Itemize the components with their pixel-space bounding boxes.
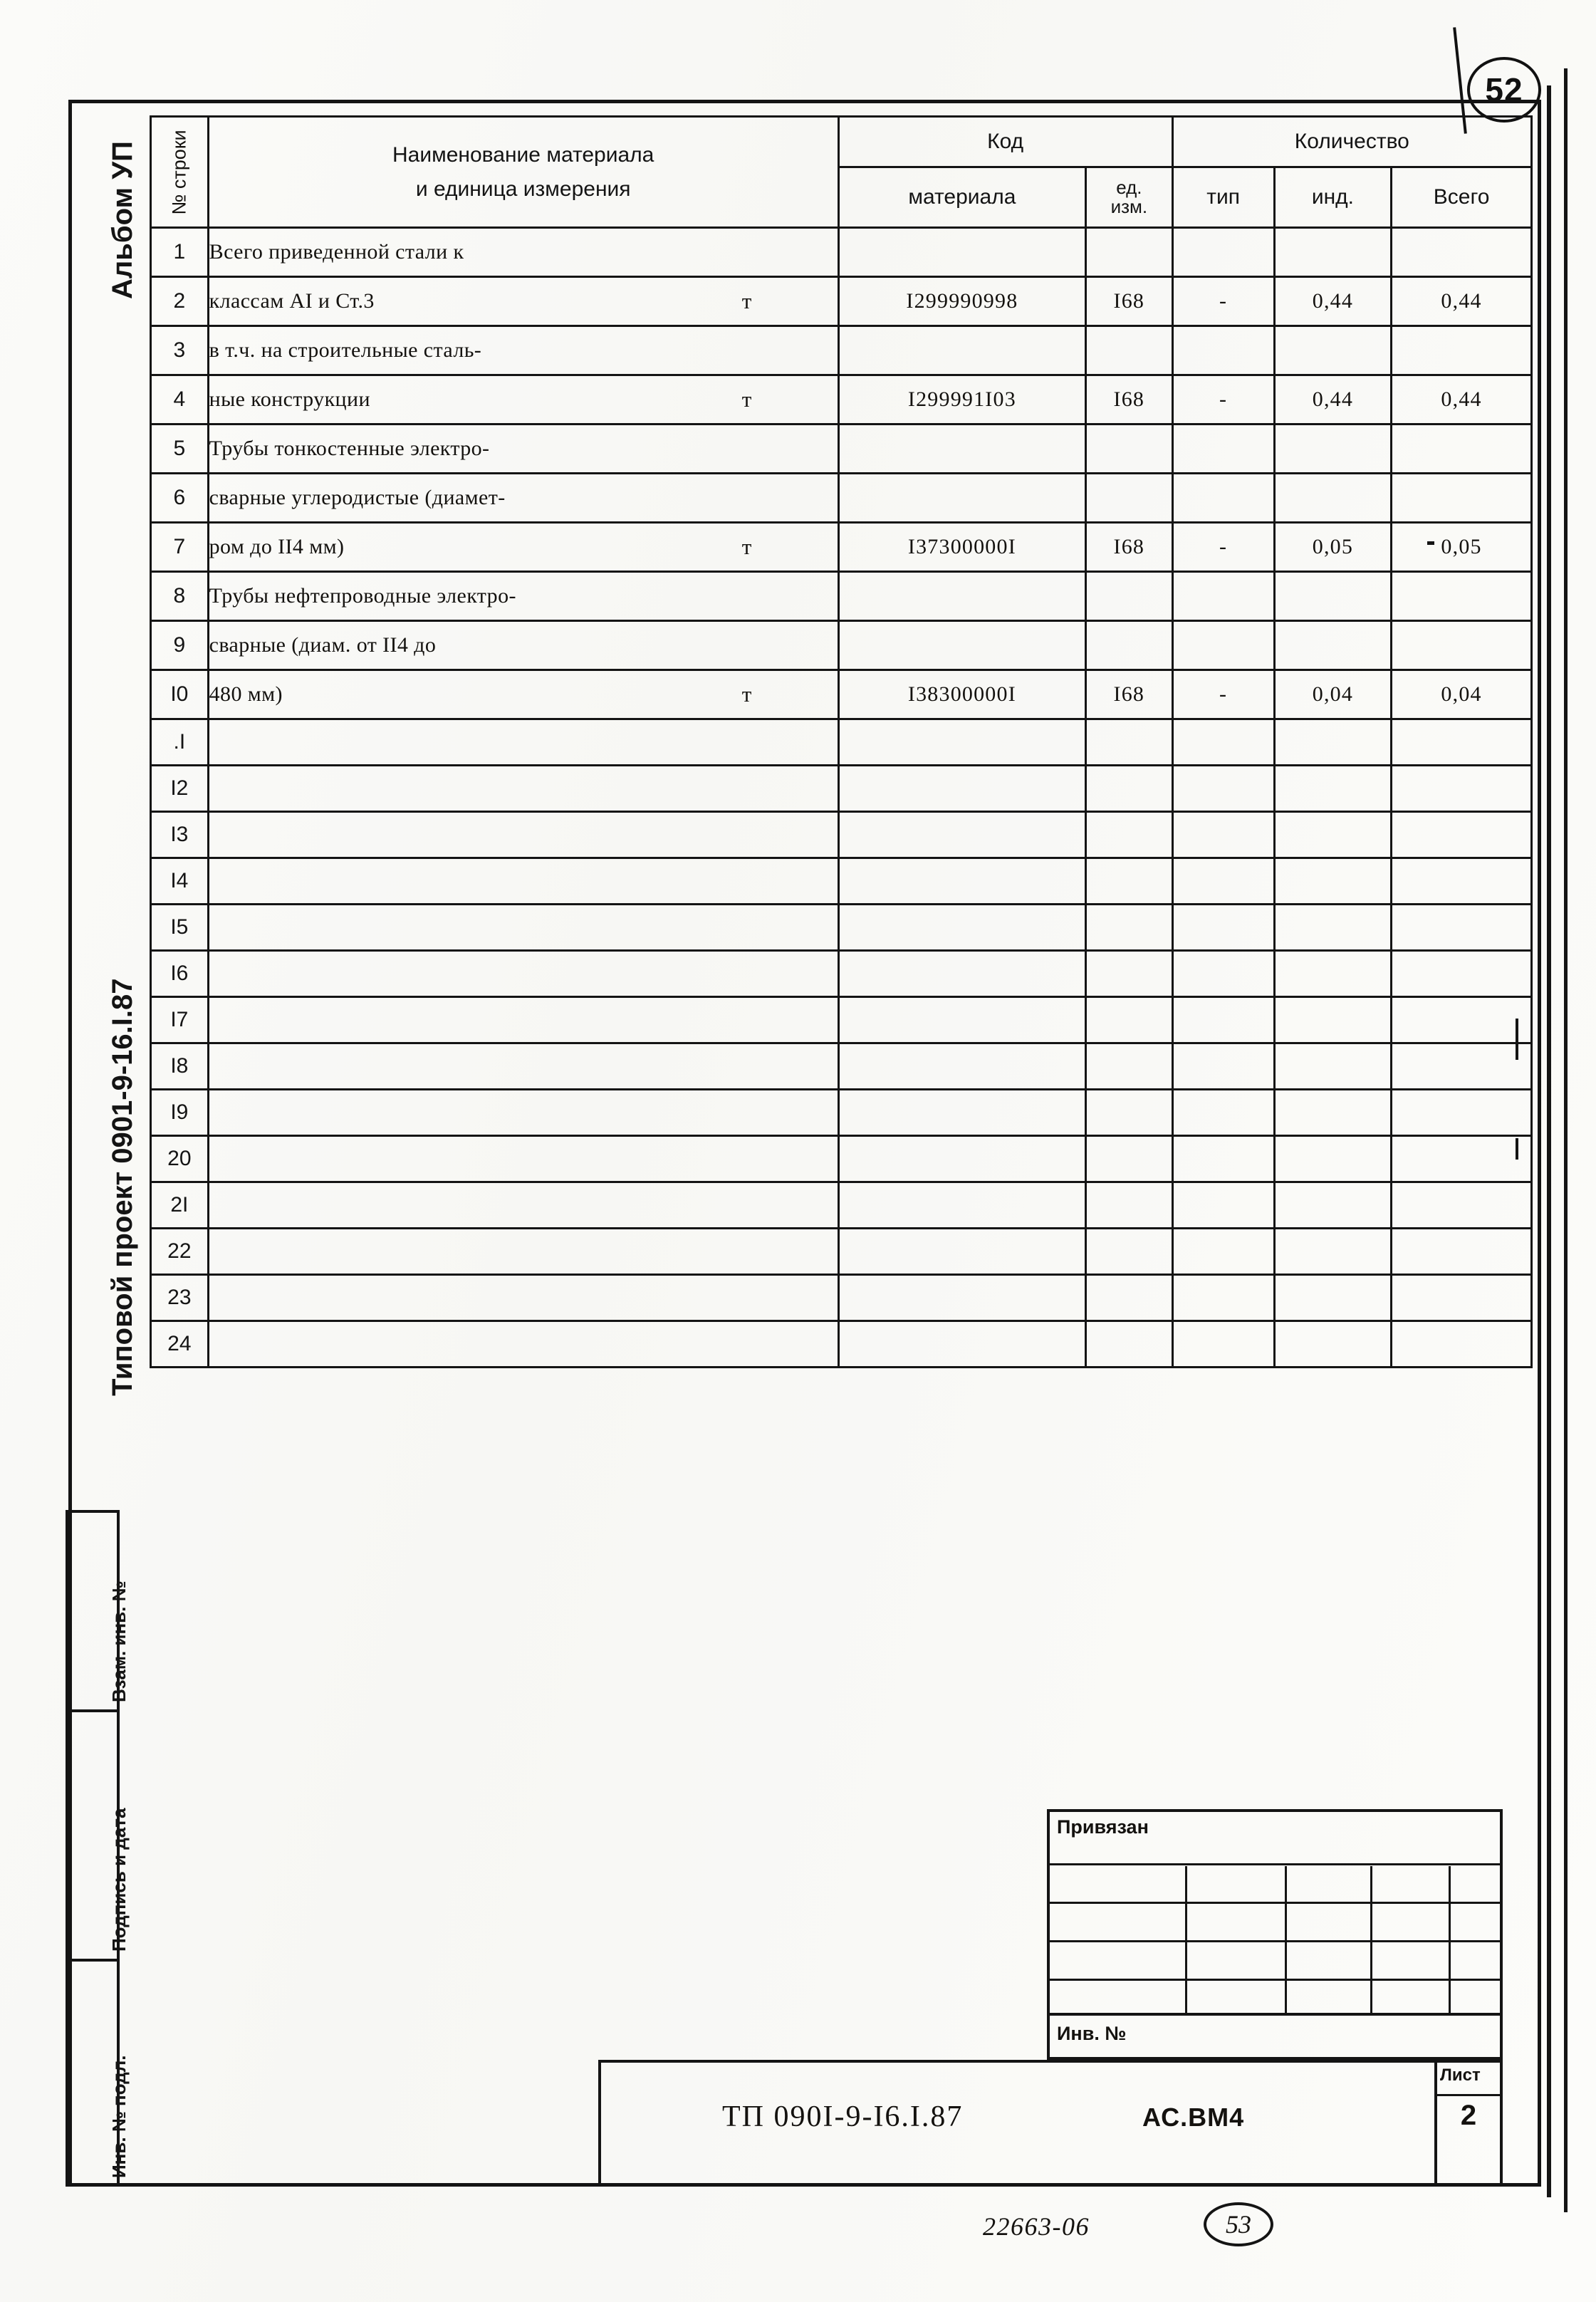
row-code-unit: [1086, 719, 1173, 766]
table-row: [151, 670, 1532, 719]
row-material-name: [208, 523, 838, 572]
row-ind: [1274, 719, 1392, 766]
privyazan-col-1: [1185, 1866, 1187, 2016]
row-number: 20: [151, 1136, 209, 1182]
row-total: [1392, 1229, 1532, 1275]
row-ind: [1274, 1090, 1392, 1136]
row-total: [1392, 858, 1532, 905]
table-row: [151, 858, 1532, 905]
row-code-unit: I68: [1086, 375, 1173, 425]
row-total: [1392, 1043, 1532, 1090]
scan-mark-3: [1427, 541, 1434, 545]
row-ind: [1274, 766, 1392, 812]
row-code: [838, 1229, 1085, 1275]
row-code: [838, 1136, 1085, 1182]
row-type: -: [1172, 375, 1274, 425]
row-total: [1392, 474, 1532, 523]
row-total: [1392, 812, 1532, 858]
header-material-name: [208, 117, 838, 228]
row-material-name: [208, 572, 838, 621]
row-number: I8: [151, 1043, 209, 1090]
row-ind: [1274, 572, 1392, 621]
row-ind: [1274, 1321, 1392, 1368]
row-number: 23: [151, 1275, 209, 1321]
header-code-material: материала: [838, 167, 1085, 228]
row-total: [1392, 425, 1532, 474]
header-code-unit-line2: изм.: [1110, 196, 1148, 217]
row-number: I2: [151, 766, 209, 812]
row-code-unit: [1086, 905, 1173, 951]
row-material-name: [208, 228, 838, 277]
row-number: 1: [151, 228, 209, 277]
row-code-unit: I68: [1086, 277, 1173, 326]
row-material-name-text: в т.ч. на строительные сталь-: [209, 338, 482, 362]
table-row: [151, 523, 1532, 572]
row-material-name: [208, 1043, 838, 1090]
table-row: [151, 1136, 1532, 1182]
row-ind: [1274, 1229, 1392, 1275]
title-block-sheet-label: Лист: [1440, 2066, 1481, 2085]
row-material-name: [208, 1090, 838, 1136]
row-material-name-text: классам АI и Ст.3: [209, 289, 375, 313]
row-code-unit: [1086, 228, 1173, 277]
row-code: [838, 766, 1085, 812]
row-material-name-text: сварные углеродистые (диамет-: [209, 486, 506, 509]
row-type: -: [1172, 523, 1274, 572]
row-code: [838, 1321, 1085, 1368]
inventory-number-label: Инв. №: [1057, 2023, 1127, 2044]
row-code: I37300000I: [838, 523, 1085, 572]
header-quantity-ind: инд.: [1274, 167, 1392, 228]
album-label: Альбом УП: [107, 141, 138, 299]
table-row: [151, 572, 1532, 621]
row-number: I0: [151, 670, 209, 719]
row-total: [1392, 951, 1532, 997]
row-unit: т: [741, 534, 752, 559]
row-unit: т: [741, 682, 752, 707]
row-code-unit: [1086, 1321, 1173, 1368]
row-code: [838, 425, 1085, 474]
row-type: [1172, 228, 1274, 277]
footer-page-number: [1204, 2202, 1273, 2246]
header-code-unit: [1086, 167, 1173, 228]
row-material-name: [208, 812, 838, 858]
title-block-mark: АС.ВМ4: [1142, 2103, 1245, 2132]
row-material-name-text: ные конструкции: [209, 387, 370, 411]
row-code-unit: [1086, 1136, 1173, 1182]
row-material-name-text: Трубы тонкостенные электро-: [209, 437, 490, 460]
table-row: [151, 425, 1532, 474]
row-ind: 0,44: [1274, 375, 1392, 425]
table-row: [151, 474, 1532, 523]
row-type: [1172, 572, 1274, 621]
row-total: 0,05: [1392, 523, 1532, 572]
row-number: 2I: [151, 1182, 209, 1229]
row-number: .I: [151, 719, 209, 766]
row-code: I299991I03: [838, 375, 1085, 425]
table-row: [151, 1275, 1532, 1321]
materials-table-head: [151, 117, 1532, 228]
stamp-label-podpis: Подпись и дата: [108, 1808, 130, 1952]
title-block-code: ТП 090I-9-I6.I.87: [722, 2100, 964, 2133]
header-row-number-label: № строки: [168, 129, 190, 215]
row-ind: [1274, 858, 1392, 905]
header-code-unit-line1: ед.: [1116, 176, 1142, 198]
row-number: 8: [151, 572, 209, 621]
row-number: 5: [151, 425, 209, 474]
privyazan-line-4: [1050, 1979, 1500, 1981]
row-code: [838, 621, 1085, 670]
table-row: [151, 621, 1532, 670]
row-total: [1392, 621, 1532, 670]
header-row-number: [151, 117, 209, 228]
privyazan-col-2: [1285, 1866, 1287, 2016]
row-code-unit: [1086, 1275, 1173, 1321]
row-ind: [1274, 1043, 1392, 1090]
row-number: 24: [151, 1321, 209, 1368]
row-material-name: [208, 1136, 838, 1182]
row-type: [1172, 1136, 1274, 1182]
row-material-name: [208, 766, 838, 812]
row-material-name: [208, 474, 838, 523]
row-code-unit: [1086, 997, 1173, 1043]
row-number: 3: [151, 326, 209, 375]
row-code-unit: [1086, 858, 1173, 905]
table-row: [151, 812, 1532, 858]
row-code-unit: I68: [1086, 670, 1173, 719]
row-ind: [1274, 326, 1392, 375]
row-type: [1172, 1090, 1274, 1136]
table-row: [151, 719, 1532, 766]
row-code-unit: [1086, 951, 1173, 997]
row-type: [1172, 474, 1274, 523]
row-ind: [1274, 425, 1392, 474]
row-ind: [1274, 997, 1392, 1043]
row-material-name: [208, 858, 838, 905]
row-number: 9: [151, 621, 209, 670]
sheet-edge-line: [1564, 68, 1568, 2212]
privyazan-line-1: [1050, 1863, 1500, 1865]
row-type: [1172, 1321, 1274, 1368]
row-code: [838, 951, 1085, 997]
row-number: I4: [151, 858, 209, 905]
row-total: [1392, 997, 1532, 1043]
row-total: [1392, 766, 1532, 812]
row-code: [838, 1090, 1085, 1136]
privyazan-block: [1047, 1809, 1503, 2016]
row-material-name: [208, 1275, 838, 1321]
table-row: [151, 1043, 1532, 1090]
row-code: [838, 719, 1085, 766]
materials-table: [150, 115, 1533, 1368]
row-material-name-text: сварные (диам. от II4 до: [209, 633, 437, 657]
row-ind: [1274, 905, 1392, 951]
row-code-unit: [1086, 766, 1173, 812]
row-type: [1172, 812, 1274, 858]
row-code: I299990998: [838, 277, 1085, 326]
row-material-name: [208, 326, 838, 375]
row-code-unit: [1086, 425, 1173, 474]
privyazan-col-4: [1449, 1866, 1451, 2016]
row-code-unit: [1086, 1043, 1173, 1090]
privyazan-line-3: [1050, 1940, 1500, 1942]
row-total: [1392, 1275, 1532, 1321]
row-material-name: [208, 1182, 838, 1229]
row-material-name-text: Всего приведенной стали к: [209, 240, 464, 264]
row-type: [1172, 951, 1274, 997]
row-total: [1392, 1321, 1532, 1368]
row-code-unit: [1086, 812, 1173, 858]
row-material-name: [208, 277, 838, 326]
row-ind: 0,04: [1274, 670, 1392, 719]
row-total: [1392, 1090, 1532, 1136]
row-code-unit: [1086, 572, 1173, 621]
row-type: [1172, 997, 1274, 1043]
project-label: Типовой проект 0901-9-16.I.87: [107, 978, 138, 1396]
row-total: [1392, 572, 1532, 621]
row-material-name: [208, 375, 838, 425]
row-code-unit: [1086, 621, 1173, 670]
row-number: I9: [151, 1090, 209, 1136]
row-material-name: [208, 1321, 838, 1368]
title-block-sheet-divider: [1437, 2094, 1500, 2096]
row-unit: т: [741, 288, 752, 313]
row-type: -: [1172, 277, 1274, 326]
row-code: [838, 858, 1085, 905]
table-row: [151, 951, 1532, 997]
row-code: [838, 812, 1085, 858]
row-number: 7: [151, 523, 209, 572]
row-total: [1392, 228, 1532, 277]
scan-mark-1: [1516, 1019, 1518, 1060]
table-row: [151, 1321, 1532, 1368]
row-ind: 0,05: [1274, 523, 1392, 572]
row-type: -: [1172, 670, 1274, 719]
row-ind: 0,44: [1274, 277, 1392, 326]
row-total: [1392, 719, 1532, 766]
row-code-unit: [1086, 474, 1173, 523]
row-type: [1172, 326, 1274, 375]
row-type: [1172, 1275, 1274, 1321]
row-code-unit: [1086, 326, 1173, 375]
table-header-row-1: [151, 117, 1532, 167]
header-material-name-line1: Наименование материала: [392, 142, 654, 167]
row-number: 22: [151, 1229, 209, 1275]
row-type: [1172, 719, 1274, 766]
row-material-name-text: ром до II4 мм): [209, 535, 345, 558]
footer-page-number-value: 53: [1226, 2210, 1251, 2239]
row-total: [1392, 1136, 1532, 1182]
title-block: [598, 2060, 1503, 2187]
row-ind: [1274, 1275, 1392, 1321]
stamp-label-vzam: Взам. инв. №: [108, 1580, 130, 1702]
row-code: [838, 1275, 1085, 1321]
row-code: [838, 1043, 1085, 1090]
row-total: 0,44: [1392, 277, 1532, 326]
row-code-unit: [1086, 1090, 1173, 1136]
corner-page-number-value: 52: [1485, 71, 1523, 108]
sheet-frame-right-line: [1547, 85, 1551, 2197]
row-ind: [1274, 1136, 1392, 1182]
table-row: [151, 1182, 1532, 1229]
table-row: [151, 326, 1532, 375]
row-ind: [1274, 228, 1392, 277]
table-row: [151, 277, 1532, 326]
header-material-name-line2: и единица измерения: [415, 177, 631, 201]
row-number: I6: [151, 951, 209, 997]
row-code: I38300000I: [838, 670, 1085, 719]
row-number: 2: [151, 277, 209, 326]
row-ind: [1274, 812, 1392, 858]
header-quantity: Количество: [1172, 117, 1531, 167]
row-code: [838, 326, 1085, 375]
row-unit: т: [741, 387, 752, 412]
table-row: [151, 766, 1532, 812]
row-total: [1392, 905, 1532, 951]
row-number: I5: [151, 905, 209, 951]
title-block-sheet-cell: [1434, 2063, 1500, 2184]
materials-table-body: [151, 228, 1532, 1368]
row-ind: [1274, 951, 1392, 997]
row-ind: [1274, 621, 1392, 670]
row-type: [1172, 1043, 1274, 1090]
table-row: [151, 375, 1532, 425]
table-row: [151, 1090, 1532, 1136]
row-code-unit: I68: [1086, 523, 1173, 572]
row-ind: [1274, 1182, 1392, 1229]
row-code-unit: [1086, 1182, 1173, 1229]
table-row: [151, 997, 1532, 1043]
row-type: [1172, 858, 1274, 905]
stamp-divider-2: [68, 1959, 120, 1962]
header-quantity-total: Всего: [1392, 167, 1532, 228]
row-material-name: [208, 670, 838, 719]
table-row: [151, 905, 1532, 951]
row-material-name-text: Трубы нефтепроводные электро-: [209, 584, 516, 608]
table-row: [151, 1229, 1532, 1275]
row-material-name: [208, 951, 838, 997]
row-type: [1172, 425, 1274, 474]
row-material-name: [208, 425, 838, 474]
row-code: [838, 228, 1085, 277]
row-number: 6: [151, 474, 209, 523]
inventory-number-block: [1047, 2016, 1503, 2060]
row-code: [838, 905, 1085, 951]
row-type: [1172, 1182, 1274, 1229]
row-material-name: [208, 997, 838, 1043]
row-type: [1172, 621, 1274, 670]
row-code: [838, 572, 1085, 621]
scan-mark-2: [1516, 1138, 1518, 1160]
row-number: I7: [151, 997, 209, 1043]
row-type: [1172, 766, 1274, 812]
row-material-name: [208, 621, 838, 670]
row-material-name: [208, 1229, 838, 1275]
row-code: [838, 1182, 1085, 1229]
row-code: [838, 997, 1085, 1043]
row-code: [838, 474, 1085, 523]
row-type: [1172, 1229, 1274, 1275]
row-code-unit: [1086, 1229, 1173, 1275]
footer-drawing-code: 22663-06: [983, 2212, 1090, 2241]
row-material-name-text: 480 мм): [209, 682, 283, 706]
title-block-sheet-number: 2: [1460, 2100, 1477, 2131]
row-total: 0,04: [1392, 670, 1532, 719]
row-ind: [1274, 474, 1392, 523]
row-total: [1392, 326, 1532, 375]
row-total: 0,44: [1392, 375, 1532, 425]
table-row: [151, 228, 1532, 277]
privyazan-col-3: [1370, 1866, 1372, 2016]
stamp-divider-1: [68, 1709, 120, 1712]
row-total: [1392, 1182, 1532, 1229]
stamp-label-inv: Инв. № подл.: [108, 2055, 130, 2178]
row-type: [1172, 905, 1274, 951]
privyazan-line-2: [1050, 1902, 1500, 1904]
row-material-name: [208, 905, 838, 951]
row-number: I3: [151, 812, 209, 858]
header-code: Код: [838, 117, 1172, 167]
header-quantity-type: тип: [1172, 167, 1274, 228]
row-material-name: [208, 719, 838, 766]
row-number: 4: [151, 375, 209, 425]
privyazan-label: Привязан: [1057, 1816, 1149, 1838]
